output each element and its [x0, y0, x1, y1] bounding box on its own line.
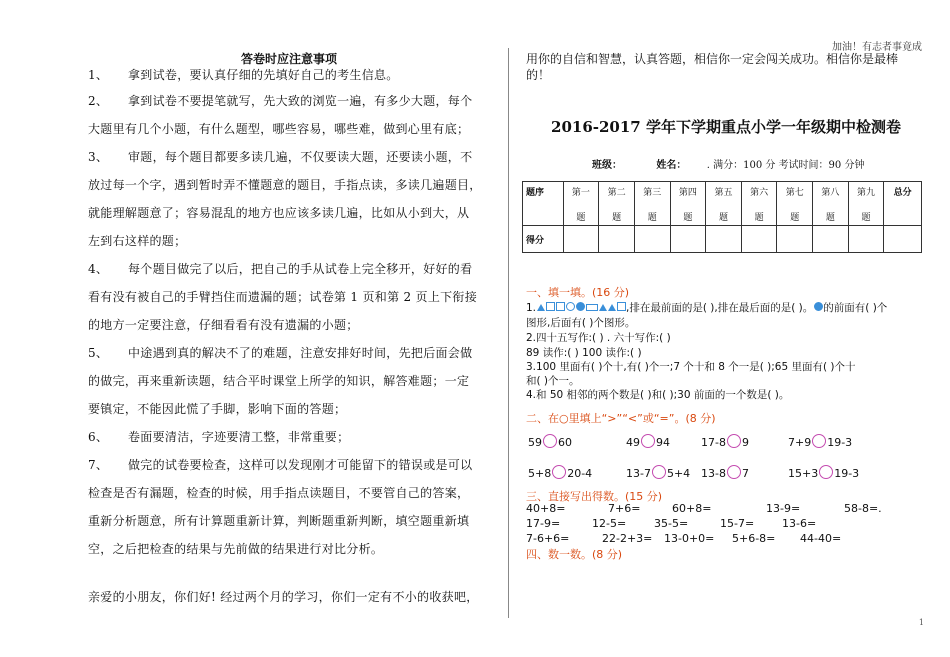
notice-line — [88, 400, 346, 417]
q1-text: ,排在最前面的是( ),排在最后面的是( )。 — [626, 302, 814, 314]
notice-line-text: 的做完，再来重新读题，结合平时课堂上所学的知识，解答难题；一定 — [88, 374, 470, 388]
notice-line-text: 做完的试卷要检查，这样可以发现刚才可能留下的错误或是可以 — [128, 458, 473, 472]
notice-line-number: 3、 — [88, 150, 109, 164]
table-column-header — [813, 182, 849, 226]
name-label: 姓名： — [656, 160, 687, 171]
circle-icon — [566, 302, 575, 311]
calc-item: 58-8=. — [844, 502, 882, 515]
notice-line — [88, 316, 359, 333]
score-table — [522, 181, 922, 253]
compare-item — [528, 434, 572, 449]
notice-line-number: 6、 — [88, 430, 109, 444]
compare-item — [701, 465, 749, 480]
column-divider — [508, 48, 509, 618]
column-label: 第五 — [714, 188, 733, 198]
section2-title: 二、在○里填上“>”“<”或“=”。(8 分) — [526, 412, 716, 425]
question-1-cont: 图形,后面有( )个图形。 — [526, 317, 636, 329]
compare-circle-input[interactable] — [812, 434, 826, 448]
filled-circle-icon — [814, 302, 823, 311]
exam-title: 2016-2017 学年下学期重点小学一年级期中检测卷 — [551, 118, 901, 136]
calc-item: 60+8= — [672, 502, 712, 515]
column-label: 第二 — [607, 188, 626, 198]
table-column-header — [563, 182, 599, 226]
section1-title: 一、填一填。(16 分) — [526, 286, 630, 299]
column-label: 第四 — [678, 188, 697, 198]
square-icon — [617, 302, 626, 311]
column-label: 第六 — [750, 188, 769, 198]
score-cell[interactable] — [741, 226, 777, 253]
page-number: 1 — [918, 618, 924, 627]
column-label: 第七 — [785, 188, 804, 198]
question-4: 4.和 50 相邻的两个数是( )和( );30 前面的一个数是( )。 — [526, 389, 790, 401]
column-label: 第九 — [857, 188, 876, 198]
score-cell[interactable] — [813, 226, 849, 253]
notice-line — [88, 512, 469, 529]
table-column-header — [777, 182, 813, 226]
column-label: 第三 — [643, 188, 662, 198]
compare-circle-input[interactable] — [727, 465, 741, 479]
table-column-header — [599, 182, 635, 226]
notice-line-text: 就能理解题意了；容易混乱的地方也应该多读几遍，比如从小到大，从 — [88, 206, 470, 220]
compare-right: 9 — [741, 436, 749, 449]
compare-left: 5+8 — [528, 467, 552, 480]
closing-text: 亲爱的小朋友，你们好! 经过两个月的学习，你们一定有不小的收获吧， — [88, 590, 479, 604]
square-icon — [546, 302, 555, 311]
calc-item: 44-40= — [800, 532, 842, 545]
score-table-score-row — [523, 226, 922, 253]
compare-item — [528, 465, 592, 480]
notice-line-text: 大题里有几个小题，有什么题型，哪些容易，哪些难，做到心里有底； — [88, 122, 470, 136]
compare-right: 94 — [656, 436, 670, 449]
notice-line-text: 左到右这样的题； — [88, 234, 187, 248]
compare-circle-input[interactable] — [543, 434, 557, 448]
score-info: . 满分：100 分 考试时间：90 分钟 — [706, 160, 865, 171]
calc-item: 40+8= — [526, 502, 566, 515]
calc-item: 22-2+3= — [602, 532, 653, 545]
compare-item — [701, 434, 749, 449]
notice-line-number: 1、 — [88, 68, 109, 82]
notice-line — [88, 428, 349, 445]
compare-left: 13-7 — [626, 467, 651, 480]
notice-line — [88, 484, 469, 501]
notice-line — [88, 232, 186, 249]
calc-item: 12-5= — [592, 517, 627, 530]
notice-line — [88, 120, 469, 137]
notice-line — [88, 176, 482, 193]
question-2: 2.四十五写作:( ) . 六十写作:( ) — [526, 332, 671, 344]
table-column-header — [706, 182, 742, 226]
column-suffix: 题 — [683, 213, 693, 223]
filled-circle-icon — [576, 302, 585, 311]
q1-prefix: 1. — [526, 302, 537, 314]
notice-line — [88, 66, 399, 83]
section3-title: 三、直接写出得数。(15 分) — [526, 490, 663, 503]
notice-line-text: 要镇定，不能因此慌了手脚，影响下面的答题； — [88, 402, 347, 416]
notice-line — [88, 288, 477, 305]
notice-line — [88, 372, 469, 389]
compare-left: 49 — [626, 436, 640, 449]
compare-left: 7+9 — [788, 436, 812, 449]
compare-right: 5+4 — [666, 467, 691, 480]
notice-line-text: 的地方一定要注意，仔细看看有没有遗漏的小题； — [88, 318, 359, 332]
question-2-cont: 89 读作:( ) 100 读作:( ) — [526, 347, 642, 359]
triangle-icon — [599, 304, 607, 311]
calc-item: 15-7= — [720, 517, 755, 530]
compare-item — [626, 465, 690, 480]
score-label: 得分 — [523, 226, 564, 253]
compare-left: 15+3 — [788, 467, 819, 480]
calc-item: 35-5= — [654, 517, 689, 530]
calc-item: 7-6+6= — [526, 532, 570, 545]
score-cell[interactable] — [670, 226, 706, 253]
compare-circle-input[interactable] — [641, 434, 655, 448]
calc-item: 5+6-8= — [732, 532, 776, 545]
column-label: 第一 — [571, 188, 590, 198]
score-cell[interactable] — [848, 226, 884, 253]
calc-item: 17-9= — [526, 517, 561, 530]
compare-item — [788, 434, 852, 449]
compare-item — [788, 465, 859, 480]
notice-title: 答卷时应注意事项 — [240, 52, 337, 66]
score-cell[interactable] — [706, 226, 742, 253]
calc-item: 7+6= — [608, 502, 641, 515]
score-cell[interactable] — [777, 226, 813, 253]
notice-line-number: 7、 — [88, 458, 109, 472]
column-suffix: 题 — [576, 213, 586, 223]
notice-line-text: 卷面要清洁，字迹要清工整，非常重要； — [128, 430, 350, 444]
compare-left: 17-8 — [701, 436, 726, 449]
total-score-cell[interactable] — [884, 226, 922, 253]
column-suffix: 题 — [612, 213, 622, 223]
triangle-icon — [608, 304, 616, 311]
compare-circle-input[interactable] — [652, 465, 666, 479]
notice-line — [88, 456, 472, 473]
notice-line-number: 4、 — [88, 262, 109, 276]
compare-right: 60 — [558, 436, 572, 449]
column-suffix: 题 — [790, 213, 800, 223]
compare-left: 59 — [528, 436, 542, 449]
triangle-icon — [537, 304, 545, 311]
notice-line — [88, 344, 472, 361]
intro-line: 用你的自信和智慧，认真答题，相信你一定会闯关成功。相信你是最棒 — [526, 52, 899, 66]
notice-line-text: 看有没有被自己的手臂挡住而遗漏的题；试卷第 1 页和第 2 页上下衔接 — [88, 290, 478, 304]
score-cell[interactable] — [599, 226, 635, 253]
notice-line — [88, 204, 469, 221]
shape-row-icon — [536, 302, 626, 314]
notice-line-text: 空，之后把检查的结果与先前做的结果进行对比分析。 — [88, 542, 384, 556]
calc-item: 13-9= — [766, 502, 801, 515]
score-cell[interactable] — [563, 226, 599, 253]
column-suffix: 题 — [754, 213, 764, 223]
intro-line: 的！ — [526, 68, 551, 82]
notice-line-number: 5、 — [88, 346, 109, 360]
class-label: 班级： — [592, 160, 622, 171]
notice-line — [88, 540, 383, 557]
q1-tail: 的前面有( )个 — [823, 302, 888, 314]
calc-item: 13-0+0= — [664, 532, 715, 545]
notice-line-text: 重新分析题意，所有计算题重新计算，判断题重新判断，填空题重新填 — [88, 514, 470, 528]
score-table-header-row — [523, 182, 922, 226]
compare-left: 13-8 — [701, 467, 726, 480]
column-label: 第八 — [821, 188, 840, 198]
question-3-cont: 和( )个一。 — [526, 375, 580, 387]
column-suffix: 题 — [825, 213, 835, 223]
question-3: 3.100 里面有( )个十,有( )个一;7 个十和 8 个一是( );65 里面有( )个十 — [526, 361, 856, 373]
notice-line — [88, 148, 472, 165]
notice-line — [88, 260, 472, 277]
compare-right: 20-4 — [567, 467, 593, 480]
notice-line — [88, 92, 472, 109]
compare-right: 7 — [741, 467, 749, 480]
calc-item: 13-6= — [782, 517, 817, 530]
score-cell[interactable] — [634, 226, 670, 253]
square-icon — [556, 302, 565, 311]
compare-item — [626, 434, 670, 449]
question-1 — [526, 300, 887, 315]
total-label: 总分 — [884, 182, 922, 226]
notice-line-text: 每个题目做完了以后，把自己的手从试卷上完全移开，好好的看 — [128, 262, 473, 276]
slogan: 加油！有志者事竟成 — [832, 42, 922, 53]
notice-line-number: 2、 — [88, 94, 109, 108]
rectangle-icon — [586, 304, 598, 311]
column-suffix: 题 — [647, 213, 657, 223]
notice-line-text: 拿到试卷，要认真仔细的先填好自己的考生信息。 — [128, 68, 399, 82]
compare-right: 19-3 — [834, 467, 860, 480]
notice-line-text: 检查是否有漏题，检查的时候，用手指点读题目，不要管自己的答案， — [88, 486, 470, 500]
column-suffix: 题 — [718, 213, 728, 223]
section4-title: 四、数一数。(8 分) — [526, 548, 623, 561]
exam-meta — [592, 156, 864, 171]
table-column-header — [741, 182, 777, 226]
compare-right: 19-3 — [827, 436, 853, 449]
table-column-header — [670, 182, 706, 226]
notice-line-text: 拿到试卷不要提笔就写，先大致的浏览一遍，有多少大题，每个 — [128, 94, 473, 108]
notice-line-text: 中途遇到真的解决不了的难题，注意安排好时间，先把后面会做 — [128, 346, 473, 360]
notice-line-text: 审题，每个题目都要多读几遍，不仅要读大题，还要读小题，不 — [128, 150, 473, 164]
notice-line-text: 放过每一个字，遇到暂时弄不懂题意的题目，手指点读，多读几遍题目， — [88, 178, 482, 192]
compare-circle-input[interactable] — [727, 434, 741, 448]
compare-circle-input[interactable] — [552, 465, 566, 479]
column-suffix: 题 — [861, 213, 871, 223]
table-column-header — [634, 182, 670, 226]
compare-circle-input[interactable] — [819, 465, 833, 479]
table-header-label: 题序 — [523, 182, 564, 226]
table-column-header — [848, 182, 884, 226]
